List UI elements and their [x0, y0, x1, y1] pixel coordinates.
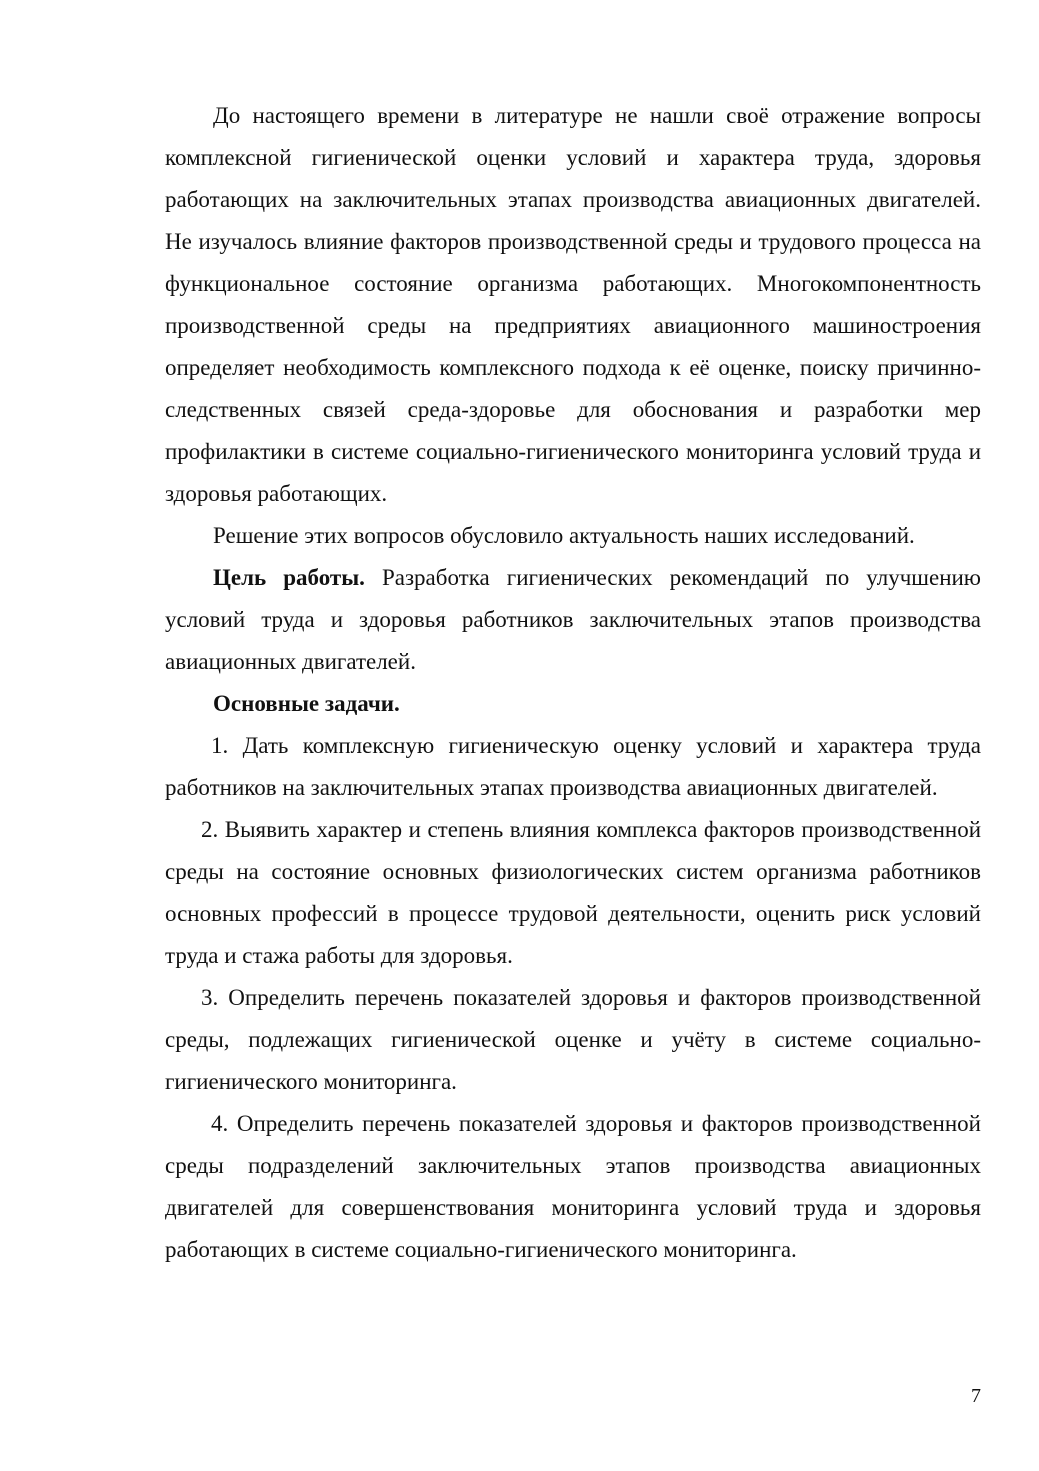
task-item-1: 1. Дать комплексную гигиеническую оценку условий и характера труда работников на заключительных этапах производства авиационных двигателей.: [165, 733, 981, 800]
task-item-3: 3. Определить перечень показателей здоровья и факторов производственной среды, подлежащих гигиенической оценке и учёту в системе социально-гигиенического мониторинга.: [165, 985, 981, 1094]
document-page: [165, 95, 981, 1271]
goal-paragraph: [165, 557, 981, 683]
page-number: 7: [971, 1385, 981, 1407]
goal-text: Разработка гигиенических рекомендаций по улучшению условий труда и здоровья работников заключительных этапов производства авиационных двигателей.: [165, 565, 981, 674]
goal-label: Цель работы.: [213, 565, 365, 590]
tasks-heading: Основные задачи.: [213, 691, 400, 716]
task-item-2: 2. Выявить характер и степень влияния комплекса факторов производственной среды на состояние основных физиологических систем организма работников основных профессий в процессе трудовой деятельности, оценить риск условий труда и стажа работы для здоровья.: [165, 817, 981, 968]
relevance-paragraph: Решение этих вопросов обусловило актуальность наших исследований.: [213, 523, 915, 548]
task-item-4: 4. Определить перечень показателей здоровья и факторов производственной среды подразделений заключительных этапов производства авиационных двигателей для совершенствования мониторинга условий труда и здоровья работающих в системе социально-гигиенического мониторинга.: [165, 1111, 981, 1262]
intro-paragraph: До настоящего времени в литературе не нашли своё отражение вопросы комплексной гигиенической оценки условий и характера труда, здоровья работающих на заключительных этапах производства авиационных двигателей. Не изучалось влияние факторов производственной среды и трудового процесса на функциональное состояние организма работающих. Многокомпонентность производственной среды на предприятиях авиационного машиностроения определяет необходимость комплексного подхода к её оценке, поиску причинно-следственных связей среда-здоровье для обоснования и разработки мер профилактики в системе социально-гигиенического мониторинга условий труда и здоровья работающих.: [165, 103, 981, 506]
